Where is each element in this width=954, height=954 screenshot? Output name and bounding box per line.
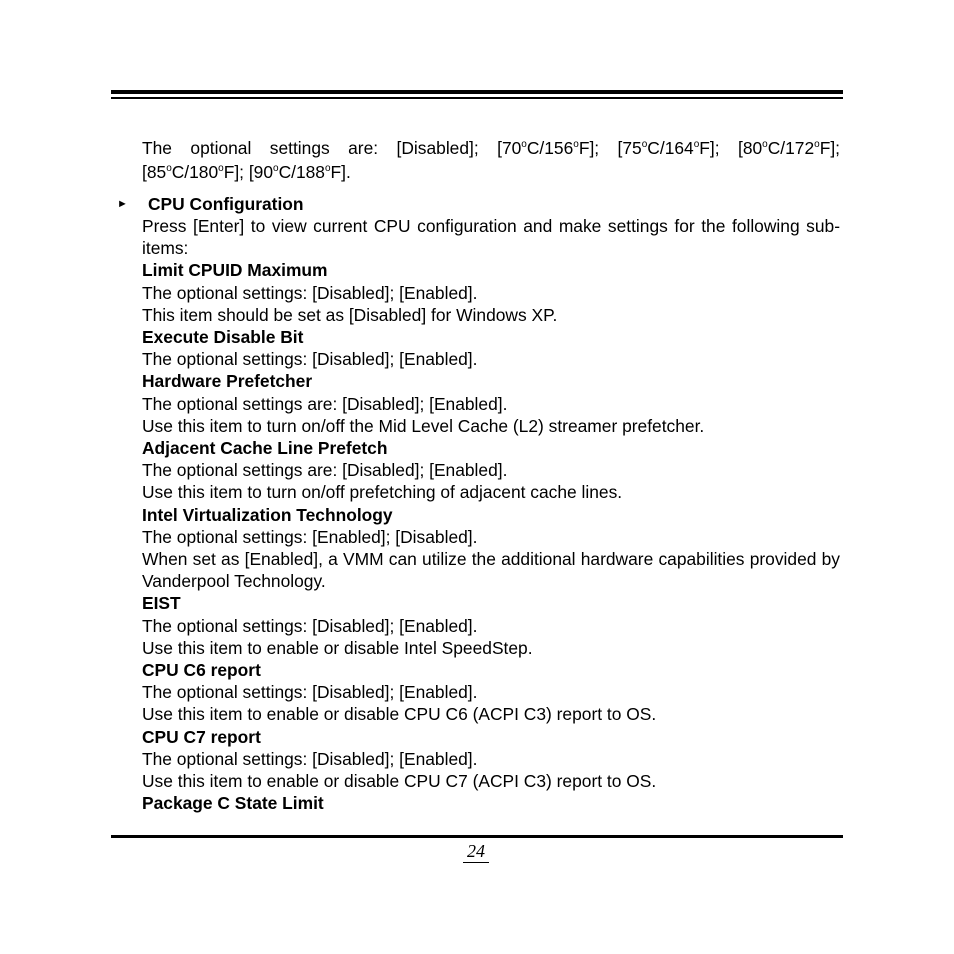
item-text: The optional settings: [Disabled]; [Enabled]. bbox=[142, 282, 478, 303]
item-text: The optional settings are: [Disabled]; [Enabled]. bbox=[142, 460, 508, 481]
item-text: The optional settings: [Disabled]; [Enabled]. bbox=[142, 682, 478, 703]
item-eist bbox=[142, 592, 840, 659]
item-title: Limit CPUID Maximum bbox=[142, 260, 328, 281]
temperature-options-paragraph: The optional settings are: [Disabled]; [70$^o$C/156$^o$F]; [75$^o$C/164$^o$F]; [80$^o$C/172$^o$F]; [85$^o$C/180$^o$F]; [90$^o$C/188$^o$F]. bbox=[142, 138, 840, 182]
page-number: 24 bbox=[463, 840, 489, 863]
page-content bbox=[117, 136, 840, 814]
item-title: Execute Disable Bit bbox=[142, 327, 304, 348]
item-limit-cpuid-maximum bbox=[142, 259, 840, 326]
section-heading bbox=[117, 193, 840, 215]
section-description: Press [Enter] to view current CPU configuration and make settings for the following sub-items: bbox=[142, 216, 840, 259]
section-title: CPU Configuration bbox=[148, 194, 304, 214]
item-text: Use this item to enable or disable Intel SpeedStep. bbox=[142, 637, 533, 658]
item-text: The optional settings are: [Disabled]; [Enabled]. bbox=[142, 393, 508, 414]
item-title: Adjacent Cache Line Prefetch bbox=[142, 438, 388, 459]
item-cpu-c6-report bbox=[142, 659, 840, 726]
item-title: Hardware Prefetcher bbox=[142, 371, 313, 392]
item-text: The optional settings: [Disabled]; [Enabled]. bbox=[142, 349, 478, 370]
item-text: Use this item to enable or disable CPU C6 (ACPI C3) report to OS. bbox=[142, 704, 657, 725]
item-adjacent-cache-line-prefetch bbox=[142, 437, 840, 504]
item-title: Package C State Limit bbox=[142, 793, 324, 814]
triangle-right-icon: ► bbox=[117, 198, 128, 210]
item-execute-disable-bit bbox=[142, 326, 840, 370]
item-title: CPU C6 report bbox=[142, 660, 261, 681]
item-cpu-c7-report bbox=[142, 726, 840, 793]
item-intel-virtualization-technology bbox=[142, 504, 840, 593]
item-text: Use this item to turn on/off prefetching of adjacent cache lines. bbox=[142, 482, 623, 503]
item-text: The optional settings: [Disabled]; [Enabled]. bbox=[142, 748, 478, 769]
item-title: Intel Virtualization Technology bbox=[142, 504, 393, 525]
footer-rule bbox=[111, 835, 843, 838]
header-rule-thin bbox=[111, 97, 843, 99]
item-title: CPU C7 report bbox=[142, 726, 261, 747]
item-text: Use this item to turn on/off the Mid Level Cache (L2) streamer prefetcher. bbox=[142, 415, 705, 436]
item-text: When set as [Enabled], a VMM can utilize the additional hardware capabilities provided by Vanderpool Technology. bbox=[142, 549, 840, 592]
item-hardware-prefetcher bbox=[142, 370, 840, 437]
item-title: EIST bbox=[142, 593, 181, 614]
item-text: The optional settings: [Enabled]; [Disabled]. bbox=[142, 526, 478, 547]
item-package-c-state-limit bbox=[142, 792, 840, 814]
item-text: The optional settings: [Disabled]; [Enabled]. bbox=[142, 615, 478, 636]
item-text: Use this item to enable or disable CPU C7 (ACPI C3) report to OS. bbox=[142, 771, 657, 792]
header-rule-thick bbox=[111, 90, 843, 94]
item-text: This item should be set as [Disabled] for Windows XP. bbox=[142, 304, 558, 325]
